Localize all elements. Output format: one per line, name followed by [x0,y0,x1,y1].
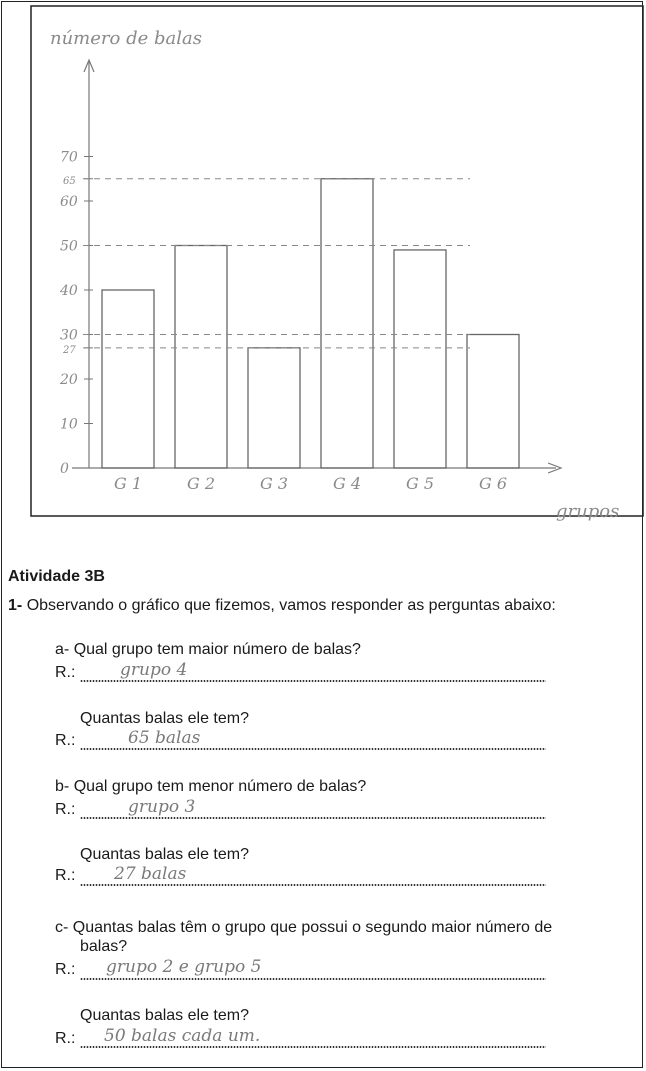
instruction-text: Observando o gráfico que fizemos, vamos responder as perguntas abaixo: [26,597,556,614]
bar [102,290,154,468]
answer-c-prefix: R.: [55,961,76,978]
activity-title: Atividade 3B [8,568,105,585]
y-tick-label: 40 [60,283,78,299]
y-tick-label: 20 [60,372,78,388]
bar [175,246,227,469]
question-c-letter: c- [55,919,69,936]
y-tick-label: 50 [60,238,78,255]
question-b-text: Qual grupo tem menor número de balas? [73,778,367,795]
answer-c-sub-handwritten: 50 balas cada um. [104,1026,261,1046]
answer-a-prefix: R.: [55,664,76,681]
y-tick-label: 10 [60,416,78,433]
question-b-letter: b- [55,778,70,795]
x-tick-label: G 3 [259,474,289,493]
answer-a-sub-line [80,748,546,750]
chart-plot-area [59,60,561,493]
y-tick-label: 30 [60,327,78,344]
instruction [8,597,556,615]
answer-a-sub-handwritten: 65 balas [128,728,201,748]
bar [248,348,300,468]
x-tick-label: G 6 [478,474,508,493]
answer-a-handwritten: grupo 4 [120,660,188,680]
y-tick-label: 0 [60,461,69,477]
chart-frame [31,6,643,516]
y-tick-label: 60 [60,194,78,210]
answer-b-prefix: R.: [55,801,76,818]
answer-c-sub-prefix: R.: [55,1030,76,1047]
x-tick-label: G 5 [405,474,435,493]
question-c-text-line1: Quantas balas têm o grupo que possui o segundo maior número de [72,919,553,936]
question-c-sub: Quantas balas ele tem? [80,1007,249,1024]
answer-a-sub-prefix: R.: [55,732,76,749]
answer-c-handwritten: grupo 2 e grupo 5 [106,957,262,977]
question-c [55,919,552,937]
answer-b-sub-line [80,884,546,886]
x-tick-label: G 1 [113,474,143,493]
question-a-sub: Quantas balas ele tem? [80,710,249,727]
y-tick-label: 27 [63,344,76,356]
answer-b-sub-prefix: R.: [55,867,76,884]
question-b-sub: Quantas balas ele tem? [80,846,249,863]
question-c-text-line2: balas? [80,938,128,955]
answer-c-sub-line [80,1046,546,1048]
answer-b-sub-handwritten: 27 balas [114,864,187,884]
answer-b-handwritten: grupo 3 [128,797,196,817]
question-a-text: Qual grupo tem maior número de balas? [73,641,361,658]
y-tick-label: 65 [63,175,76,187]
y-tick-label: 70 [60,149,78,166]
question-a-letter: a- [55,641,70,658]
answer-b-line [80,817,546,819]
y-axis-label: número de balas [50,28,202,49]
question-a [55,641,361,659]
question-b [55,778,366,796]
x-tick-label: G 2 [186,474,216,493]
bar [394,250,446,468]
answer-c-line [80,978,546,980]
instruction-number: 1- [8,597,23,614]
x-tick-label: G 4 [332,474,362,493]
bar [321,179,373,468]
answer-a-line [80,680,546,682]
bar [467,335,519,469]
x-axis-label: grupos [556,501,620,522]
